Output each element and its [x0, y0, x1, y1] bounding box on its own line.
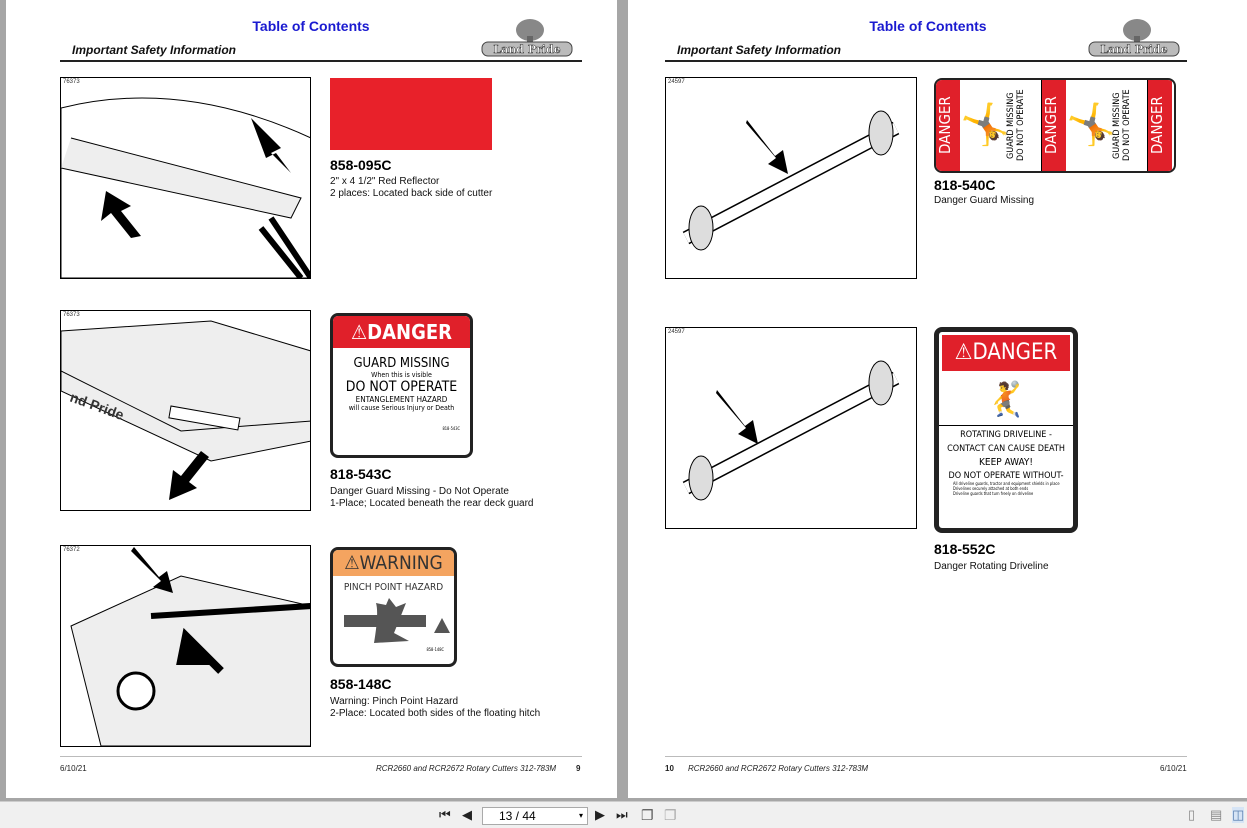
footer-page-number: 9 [576, 764, 581, 773]
danger-guard-missing-decal: ⚠DANGER GUARD MISSING When this is visible DO NOT OPERATE ENTANGLEMENT HAZARD will cause Serious Injury or Death 818-543C [330, 313, 473, 458]
footer-rule [665, 756, 1187, 757]
decal-code: 858-095C [330, 157, 392, 173]
figure-driveline [665, 77, 917, 279]
svg-text:nd Pride: nd Pride [67, 388, 127, 423]
decal-description: 2" x 4 1/2" Red Reflector 2 places: Located back side of cutter [330, 176, 493, 199]
figure-number: 24597 [668, 79, 685, 85]
first-page-icon[interactable]: ⏮ [439, 807, 451, 822]
figure-rear-deck [60, 310, 311, 511]
decal-description: Danger Rotating Driveline [934, 561, 1049, 572]
figure-floating-hitch [60, 545, 311, 747]
two-page-view-icon[interactable]: ◫ [1232, 807, 1245, 822]
last-page-icon[interactable]: ⏭ [616, 807, 628, 822]
hitch-illustration [61, 546, 311, 747]
cutter-illustration [61, 78, 311, 279]
header-rule [60, 60, 582, 62]
paste-page-icon[interactable]: ❐ [664, 807, 677, 823]
page-title[interactable]: Table of Contents [252, 18, 370, 34]
right-page [628, 0, 1247, 798]
svg-text:Land Pride: Land Pride [1100, 43, 1168, 56]
danger-rotating-driveline-decal: ⚠DANGER 🤾 ROTATING DRIVELINE - CONTACT CAN CAUSE DEATH KEEP AWAY! DO NOT OPERATE WITHOUT- All driveline guards, tractor and equipment shields in place Drivelines securely attached at both ends Driveline guards that turn freely on driveline [934, 327, 1078, 533]
land-pride-logo [1087, 18, 1181, 58]
page-title[interactable]: Table of Contents [869, 18, 987, 34]
page-number-select[interactable]: 13 / 44 ▾ [482, 807, 588, 825]
arrow-icon [746, 120, 788, 174]
single-page-view-icon[interactable]: ▯ [1188, 807, 1196, 822]
decal-description: Danger Guard Missing [934, 195, 1035, 206]
arrow-icon [169, 451, 209, 500]
continuous-view-icon[interactable]: ▤ [1210, 807, 1223, 822]
decal-code: 818-540C [934, 177, 996, 193]
rear-deck-illustration [61, 311, 311, 511]
footer-manual: RCR2660 and RCR2672 Rotary Cutters 312-783M [376, 764, 557, 773]
chevron-down-icon: ▾ [578, 811, 583, 820]
viewer-toolbar [0, 801, 1247, 828]
land-pride-logo [480, 18, 574, 58]
decal-description: Danger Guard Missing - Do Not Operate 1-Place; Located beneath the rear deck guard [330, 486, 534, 509]
decal-code: 818-552C [934, 541, 996, 557]
footer-date: 6/10/21 [60, 764, 87, 773]
figure-number: 76372 [63, 547, 80, 553]
footer-rule [60, 756, 582, 757]
footer-page-number: 10 [665, 764, 674, 773]
footer-date: 6/10/21 [1160, 764, 1187, 773]
decal-code: 818-543C [330, 466, 392, 482]
driveline-illustration [666, 328, 917, 529]
red-reflector-decal [330, 78, 492, 150]
decal-code: 858-148C [330, 676, 392, 692]
left-page [6, 0, 617, 798]
svg-text:Land Pride: Land Pride [493, 43, 561, 56]
figure-number: 76373 [63, 79, 80, 85]
decal-description: Warning: Pinch Point Hazard 2-Place: Located both sides of the floating hitch [330, 696, 541, 719]
figure-cutter-back [60, 77, 311, 279]
figure-driveline [665, 327, 917, 529]
section-title: Important Safety Information [677, 43, 842, 57]
figure-number: 24597 [668, 329, 685, 335]
pinch-hand-icon [334, 593, 454, 643]
footer-manual: RCR2660 and RCR2672 Rotary Cutters 312-783M [688, 764, 869, 773]
figure-number: 76373 [63, 312, 80, 318]
danger-guard-missing-decal: DANGER 🤸 GUARD MISSING DO NOT OPERATE DANGER 🤸 GUARD MISSING DO NOT OPERATE DANGER [934, 78, 1176, 173]
arrow-icon [716, 390, 758, 444]
next-page-icon[interactable]: ▶ [595, 807, 605, 822]
warning-pinch-point-decal: ⚠WARNING PINCH POINT HAZARD 858-148C [330, 547, 457, 667]
arrow-icon [131, 547, 173, 593]
driveline-illustration [666, 78, 917, 279]
header-rule [665, 60, 1187, 62]
section-title: Important Safety Information [72, 43, 237, 57]
copy-page-icon[interactable]: ❐ [641, 807, 654, 823]
prev-page-icon[interactable]: ◀ [462, 807, 472, 822]
